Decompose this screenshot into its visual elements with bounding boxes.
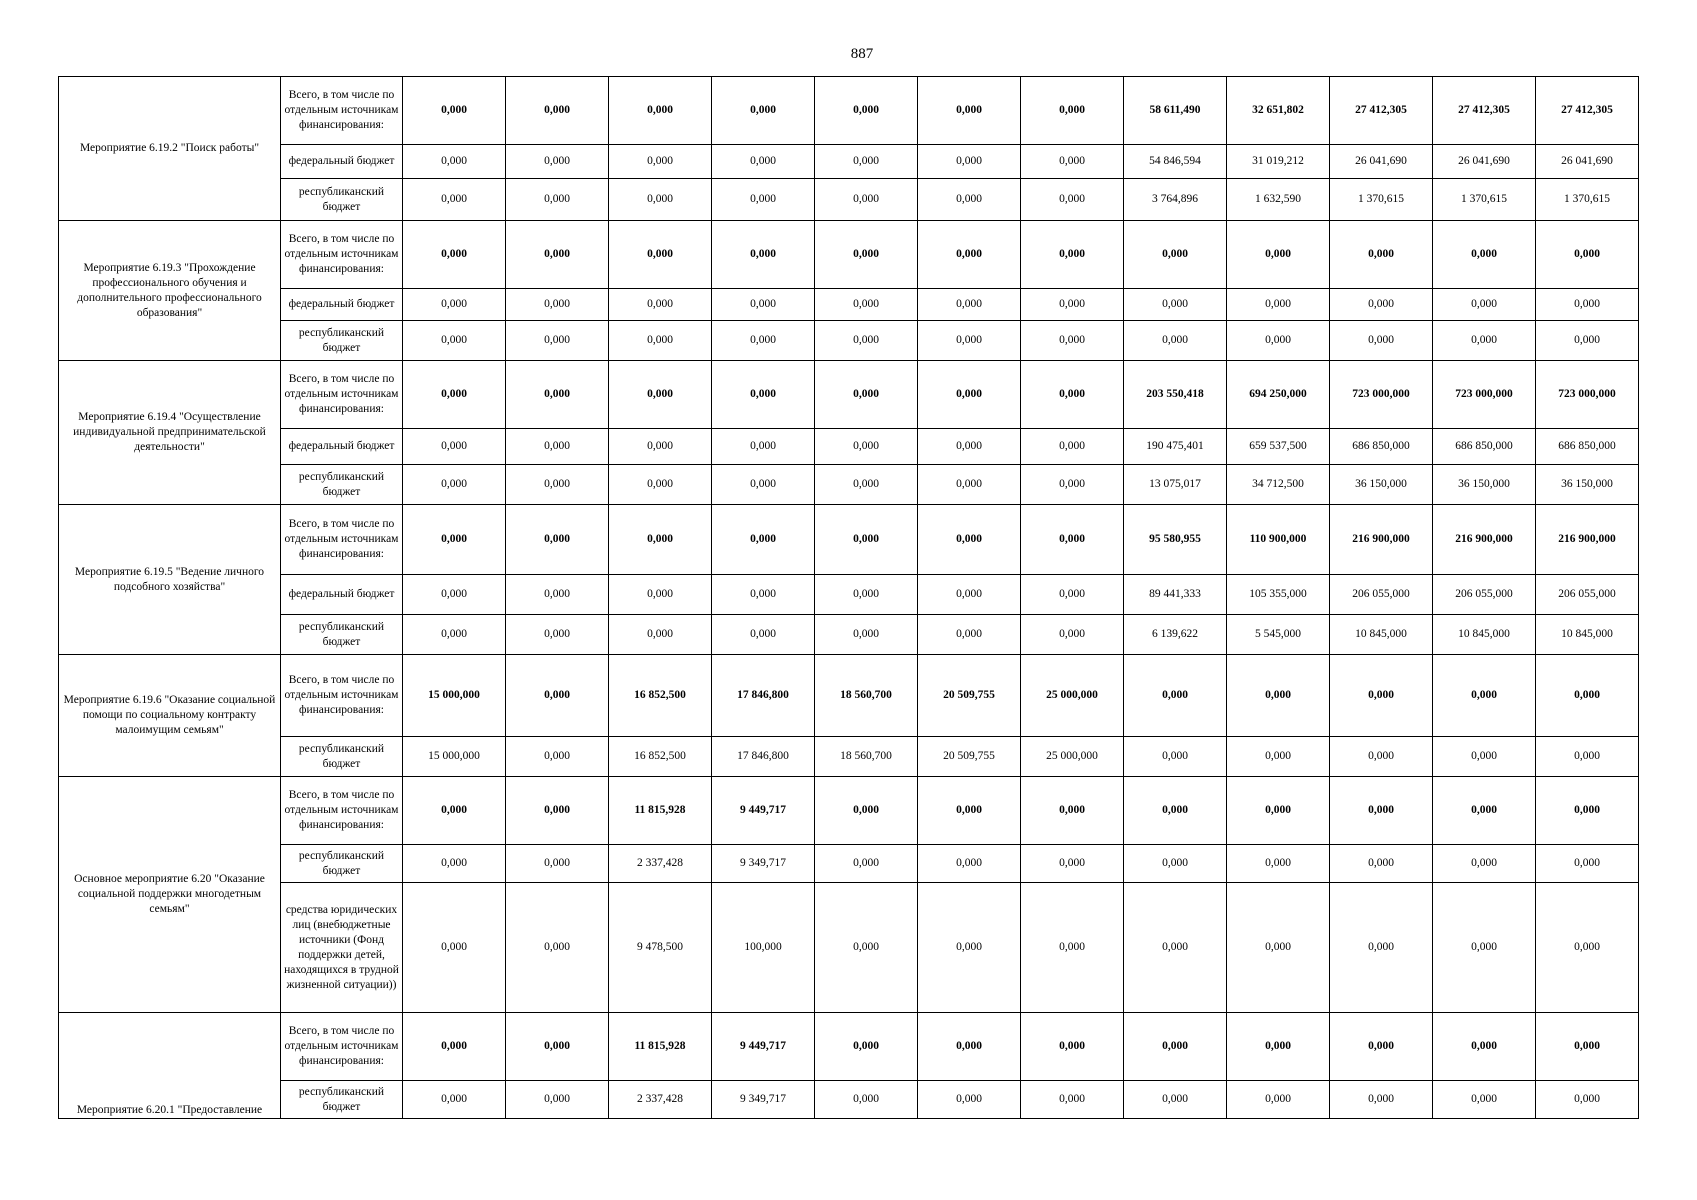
value-cell: 0,000 — [1330, 321, 1433, 361]
value-cell: 16 852,500 — [609, 655, 712, 737]
value-cell: 0,000 — [918, 429, 1021, 465]
value-cell: 0,000 — [506, 221, 609, 289]
value-cell: 0,000 — [1021, 615, 1124, 655]
value-cell: 0,000 — [1124, 221, 1227, 289]
value-cell: 0,000 — [1433, 845, 1536, 883]
value-cell: 27 412,305 — [1536, 77, 1639, 145]
value-cell: 0,000 — [1330, 1013, 1433, 1081]
value-cell: 0,000 — [1536, 221, 1639, 289]
value-cell: 11 815,928 — [609, 777, 712, 845]
value-cell: 0,000 — [1536, 655, 1639, 737]
value-cell: 0,000 — [1227, 221, 1330, 289]
value-cell: 0,000 — [403, 77, 506, 145]
value-cell: 0,000 — [1536, 1013, 1639, 1081]
value-cell: 0,000 — [1124, 777, 1227, 845]
value-cell: 0,000 — [609, 321, 712, 361]
value-cell: 31 019,212 — [1227, 145, 1330, 179]
value-cell: 206 055,000 — [1433, 575, 1536, 615]
table-row — [59, 289, 1639, 321]
value-cell: 18 560,700 — [815, 737, 918, 777]
value-cell: 10 845,000 — [1433, 615, 1536, 655]
value-cell: 0,000 — [506, 777, 609, 845]
table-row — [59, 615, 1639, 655]
value-cell: 0,000 — [1227, 845, 1330, 883]
value-cell: 0,000 — [506, 465, 609, 505]
activity-name-cell: Мероприятие 6.20.1 "Предоставление — [59, 1013, 281, 1119]
value-cell: 17 846,800 — [712, 655, 815, 737]
value-cell: 0,000 — [1021, 321, 1124, 361]
value-cell: 0,000 — [609, 179, 712, 221]
value-cell: 0,000 — [609, 145, 712, 179]
value-cell: 0,000 — [815, 465, 918, 505]
table-row — [59, 1081, 1639, 1119]
value-cell: 0,000 — [1021, 777, 1124, 845]
value-cell: 0,000 — [1227, 1081, 1330, 1119]
activity-name-cell: Основное мероприятие 6.20 "Оказание социальной поддержки многодетным семьям" — [59, 777, 281, 1013]
value-cell: 0,000 — [712, 465, 815, 505]
value-cell: 0,000 — [403, 1081, 506, 1119]
value-cell: 216 900,000 — [1433, 505, 1536, 575]
value-cell: 0,000 — [918, 465, 1021, 505]
value-cell: 0,000 — [609, 429, 712, 465]
value-cell: 0,000 — [1124, 1081, 1227, 1119]
value-cell: 0,000 — [1021, 883, 1124, 1013]
value-cell: 10 845,000 — [1536, 615, 1639, 655]
value-cell: 216 900,000 — [1536, 505, 1639, 575]
value-cell: 686 850,000 — [1536, 429, 1639, 465]
value-cell: 11 815,928 — [609, 1013, 712, 1081]
value-cell: 0,000 — [1021, 77, 1124, 145]
value-cell: 0,000 — [815, 429, 918, 465]
value-cell: 0,000 — [506, 429, 609, 465]
table-row — [59, 845, 1639, 883]
value-cell: 0,000 — [1227, 655, 1330, 737]
value-cell: 0,000 — [1021, 179, 1124, 221]
value-cell: 0,000 — [1330, 289, 1433, 321]
value-cell: 0,000 — [1227, 1013, 1330, 1081]
value-cell: 34 712,500 — [1227, 465, 1330, 505]
value-cell: 0,000 — [403, 321, 506, 361]
value-cell: 0,000 — [1021, 145, 1124, 179]
value-cell: 0,000 — [815, 145, 918, 179]
value-cell: 0,000 — [815, 77, 918, 145]
value-cell: 0,000 — [1330, 1081, 1433, 1119]
value-cell: 0,000 — [1330, 883, 1433, 1013]
table-row — [59, 77, 1639, 145]
activity-name-cell: Мероприятие 6.19.4 "Осуществление индивидуальной предпринимательской деятельности" — [59, 361, 281, 505]
value-cell: 0,000 — [506, 361, 609, 429]
value-cell: 0,000 — [1433, 1013, 1536, 1081]
funding-source-cell: республиканский бюджет — [281, 737, 403, 777]
value-cell: 0,000 — [815, 321, 918, 361]
value-cell: 13 075,017 — [1124, 465, 1227, 505]
value-cell: 0,000 — [815, 361, 918, 429]
value-cell: 0,000 — [506, 883, 609, 1013]
value-cell: 0,000 — [506, 1081, 609, 1119]
value-cell: 659 537,500 — [1227, 429, 1330, 465]
value-cell: 0,000 — [1433, 221, 1536, 289]
value-cell: 0,000 — [712, 77, 815, 145]
value-cell: 27 412,305 — [1433, 77, 1536, 145]
value-cell: 0,000 — [1227, 321, 1330, 361]
value-cell: 0,000 — [712, 615, 815, 655]
value-cell: 0,000 — [609, 77, 712, 145]
value-cell: 0,000 — [609, 505, 712, 575]
value-cell: 0,000 — [506, 77, 609, 145]
value-cell: 1 632,590 — [1227, 179, 1330, 221]
table-row — [59, 575, 1639, 615]
value-cell: 0,000 — [1227, 737, 1330, 777]
value-cell: 0,000 — [506, 505, 609, 575]
funding-source-cell: Всего, в том числе по отдельным источникам финансирования: — [281, 221, 403, 289]
value-cell: 0,000 — [712, 429, 815, 465]
value-cell: 20 509,755 — [918, 655, 1021, 737]
value-cell: 0,000 — [918, 289, 1021, 321]
value-cell: 190 475,401 — [1124, 429, 1227, 465]
value-cell: 0,000 — [403, 289, 506, 321]
value-cell: 0,000 — [1021, 465, 1124, 505]
table-row — [59, 429, 1639, 465]
value-cell: 32 651,802 — [1227, 77, 1330, 145]
value-cell: 206 055,000 — [1330, 575, 1433, 615]
value-cell: 10 845,000 — [1330, 615, 1433, 655]
table-row — [59, 505, 1639, 575]
financing-table — [58, 76, 1639, 1119]
value-cell: 0,000 — [815, 179, 918, 221]
value-cell: 0,000 — [1021, 221, 1124, 289]
value-cell: 0,000 — [1433, 883, 1536, 1013]
value-cell: 9 478,500 — [609, 883, 712, 1013]
value-cell: 0,000 — [1021, 361, 1124, 429]
value-cell: 0,000 — [712, 575, 815, 615]
value-cell: 0,000 — [1536, 777, 1639, 845]
value-cell: 0,000 — [918, 505, 1021, 575]
value-cell: 0,000 — [1021, 429, 1124, 465]
value-cell: 0,000 — [1330, 777, 1433, 845]
value-cell: 0,000 — [403, 179, 506, 221]
value-cell: 0,000 — [918, 1081, 1021, 1119]
value-cell: 26 041,690 — [1536, 145, 1639, 179]
value-cell: 0,000 — [609, 361, 712, 429]
value-cell: 0,000 — [712, 221, 815, 289]
value-cell: 0,000 — [1021, 1081, 1124, 1119]
table-row — [59, 737, 1639, 777]
value-cell: 0,000 — [712, 321, 815, 361]
activity-name-cell: Мероприятие 6.19.3 "Прохождение профессионального обучения и дополнительного профессионального образования" — [59, 221, 281, 361]
value-cell: 58 611,490 — [1124, 77, 1227, 145]
table-row — [59, 179, 1639, 221]
value-cell: 0,000 — [403, 777, 506, 845]
value-cell: 16 852,500 — [609, 737, 712, 777]
value-cell: 9 449,717 — [712, 777, 815, 845]
value-cell: 0,000 — [1021, 289, 1124, 321]
value-cell: 0,000 — [815, 575, 918, 615]
value-cell: 0,000 — [403, 361, 506, 429]
value-cell: 0,000 — [918, 883, 1021, 1013]
value-cell: 9 349,717 — [712, 845, 815, 883]
value-cell: 0,000 — [918, 777, 1021, 845]
value-cell: 0,000 — [1330, 221, 1433, 289]
table-row — [59, 655, 1639, 737]
value-cell: 0,000 — [506, 321, 609, 361]
value-cell: 0,000 — [815, 615, 918, 655]
value-cell: 0,000 — [1124, 1013, 1227, 1081]
funding-source-cell: Всего, в том числе по отдельным источникам финансирования: — [281, 1013, 403, 1081]
page-number: 887 — [850, 46, 874, 62]
value-cell: 0,000 — [815, 845, 918, 883]
funding-source-cell: Всего, в том числе по отдельным источникам финансирования: — [281, 777, 403, 845]
table-row — [59, 361, 1639, 429]
value-cell: 36 150,000 — [1536, 465, 1639, 505]
value-cell: 0,000 — [609, 289, 712, 321]
value-cell: 17 846,800 — [712, 737, 815, 777]
value-cell: 0,000 — [403, 145, 506, 179]
value-cell: 18 560,700 — [815, 655, 918, 737]
value-cell: 0,000 — [1433, 1081, 1536, 1119]
value-cell: 0,000 — [403, 429, 506, 465]
value-cell: 1 370,615 — [1536, 179, 1639, 221]
funding-source-cell: федеральный бюджет — [281, 289, 403, 321]
value-cell: 0,000 — [403, 575, 506, 615]
value-cell: 25 000,000 — [1021, 737, 1124, 777]
value-cell: 206 055,000 — [1536, 575, 1639, 615]
value-cell: 0,000 — [918, 321, 1021, 361]
value-cell: 27 412,305 — [1330, 77, 1433, 145]
value-cell: 0,000 — [918, 615, 1021, 655]
value-cell: 0,000 — [1330, 845, 1433, 883]
activity-name-cell: Мероприятие 6.19.5 "Ведение личного подсобного хозяйства" — [59, 505, 281, 655]
value-cell: 0,000 — [1124, 737, 1227, 777]
value-cell: 15 000,000 — [403, 655, 506, 737]
value-cell: 6 139,622 — [1124, 615, 1227, 655]
value-cell: 36 150,000 — [1433, 465, 1536, 505]
funding-source-cell: Всего, в том числе по отдельным источникам финансирования: — [281, 505, 403, 575]
value-cell: 20 509,755 — [918, 737, 1021, 777]
value-cell: 54 846,594 — [1124, 145, 1227, 179]
value-cell: 0,000 — [918, 361, 1021, 429]
value-cell: 15 000,000 — [403, 737, 506, 777]
table-row — [59, 221, 1639, 289]
value-cell: 723 000,000 — [1536, 361, 1639, 429]
value-cell: 0,000 — [609, 575, 712, 615]
value-cell: 0,000 — [712, 289, 815, 321]
value-cell: 0,000 — [815, 505, 918, 575]
value-cell: 0,000 — [1124, 883, 1227, 1013]
value-cell: 0,000 — [918, 145, 1021, 179]
value-cell: 0,000 — [1021, 505, 1124, 575]
value-cell: 0,000 — [1433, 321, 1536, 361]
value-cell: 0,000 — [609, 465, 712, 505]
value-cell: 89 441,333 — [1124, 575, 1227, 615]
value-cell: 0,000 — [1433, 777, 1536, 845]
value-cell: 0,000 — [1227, 777, 1330, 845]
funding-source-cell: федеральный бюджет — [281, 145, 403, 179]
value-cell: 0,000 — [506, 145, 609, 179]
table-body — [59, 77, 1639, 1119]
value-cell: 0,000 — [403, 845, 506, 883]
value-cell: 0,000 — [506, 615, 609, 655]
value-cell: 0,000 — [1021, 575, 1124, 615]
table-row — [59, 1013, 1639, 1081]
table-row — [59, 465, 1639, 505]
funding-source-cell: республиканский бюджет — [281, 179, 403, 221]
value-cell: 2 337,428 — [609, 845, 712, 883]
value-cell: 26 041,690 — [1330, 145, 1433, 179]
value-cell: 0,000 — [918, 845, 1021, 883]
value-cell: 686 850,000 — [1433, 429, 1536, 465]
value-cell: 0,000 — [1124, 845, 1227, 883]
value-cell: 25 000,000 — [1021, 655, 1124, 737]
value-cell: 0,000 — [506, 737, 609, 777]
value-cell: 9 449,717 — [712, 1013, 815, 1081]
value-cell: 1 370,615 — [1330, 179, 1433, 221]
value-cell: 0,000 — [918, 1013, 1021, 1081]
funding-source-cell: средства юридических лиц (внебюджетные источники (Фонд поддержки детей, находящихся в трудной жизненной ситуации)) — [281, 883, 403, 1013]
value-cell: 203 550,418 — [1124, 361, 1227, 429]
value-cell: 0,000 — [506, 1013, 609, 1081]
funding-source-cell: Всего, в том числе по отдельным источникам финансирования: — [281, 655, 403, 737]
value-cell: 0,000 — [815, 1081, 918, 1119]
value-cell: 0,000 — [918, 221, 1021, 289]
value-cell: 0,000 — [609, 615, 712, 655]
value-cell: 0,000 — [506, 179, 609, 221]
value-cell: 0,000 — [506, 655, 609, 737]
value-cell: 0,000 — [403, 465, 506, 505]
value-cell: 0,000 — [815, 289, 918, 321]
value-cell: 0,000 — [403, 221, 506, 289]
value-cell: 686 850,000 — [1330, 429, 1433, 465]
value-cell: 36 150,000 — [1330, 465, 1433, 505]
value-cell: 110 900,000 — [1227, 505, 1330, 575]
value-cell: 2 337,428 — [609, 1081, 712, 1119]
value-cell: 0,000 — [1021, 845, 1124, 883]
value-cell: 0,000 — [712, 179, 815, 221]
value-cell: 0,000 — [403, 505, 506, 575]
value-cell: 3 764,896 — [1124, 179, 1227, 221]
value-cell: 0,000 — [403, 1013, 506, 1081]
value-cell: 0,000 — [1330, 655, 1433, 737]
value-cell: 0,000 — [1330, 737, 1433, 777]
value-cell: 100,000 — [712, 883, 815, 1013]
value-cell: 0,000 — [918, 575, 1021, 615]
value-cell: 0,000 — [918, 179, 1021, 221]
value-cell: 216 900,000 — [1330, 505, 1433, 575]
value-cell: 95 580,955 — [1124, 505, 1227, 575]
value-cell: 0,000 — [1227, 289, 1330, 321]
value-cell: 0,000 — [1536, 737, 1639, 777]
value-cell: 0,000 — [1227, 883, 1330, 1013]
value-cell: 0,000 — [1433, 655, 1536, 737]
value-cell: 105 355,000 — [1227, 575, 1330, 615]
funding-source-cell: республиканский бюджет — [281, 845, 403, 883]
funding-source-cell: федеральный бюджет — [281, 429, 403, 465]
value-cell: 694 250,000 — [1227, 361, 1330, 429]
value-cell: 0,000 — [1536, 883, 1639, 1013]
table-row — [59, 883, 1639, 1013]
value-cell: 0,000 — [1021, 1013, 1124, 1081]
value-cell: 0,000 — [712, 145, 815, 179]
activity-name-cell: Мероприятие 6.19.6 "Оказание социальной помощи по социальному контракту малоимущим семьям" — [59, 655, 281, 777]
value-cell: 0,000 — [1433, 737, 1536, 777]
funding-source-cell: республиканский бюджет — [281, 615, 403, 655]
value-cell: 0,000 — [506, 289, 609, 321]
value-cell: 0,000 — [1124, 289, 1227, 321]
value-cell: 723 000,000 — [1330, 361, 1433, 429]
value-cell: 0,000 — [1124, 655, 1227, 737]
value-cell: 0,000 — [506, 575, 609, 615]
value-cell: 0,000 — [712, 361, 815, 429]
value-cell: 0,000 — [815, 777, 918, 845]
funding-source-cell: Всего, в том числе по отдельным источникам финансирования: — [281, 361, 403, 429]
value-cell: 0,000 — [918, 77, 1021, 145]
value-cell: 0,000 — [403, 615, 506, 655]
value-cell: 1 370,615 — [1433, 179, 1536, 221]
value-cell: 26 041,690 — [1433, 145, 1536, 179]
funding-source-cell: федеральный бюджет — [281, 575, 403, 615]
value-cell: 0,000 — [815, 221, 918, 289]
value-cell: 9 349,717 — [712, 1081, 815, 1119]
table-row — [59, 321, 1639, 361]
value-cell: 0,000 — [815, 1013, 918, 1081]
table-row — [59, 145, 1639, 179]
value-cell: 0,000 — [1536, 289, 1639, 321]
value-cell: 0,000 — [1536, 321, 1639, 361]
value-cell: 0,000 — [1124, 321, 1227, 361]
funding-source-cell: Всего, в том числе по отдельным источникам финансирования: — [281, 77, 403, 145]
value-cell: 0,000 — [1536, 845, 1639, 883]
value-cell: 723 000,000 — [1433, 361, 1536, 429]
value-cell: 0,000 — [609, 221, 712, 289]
value-cell: 5 545,000 — [1227, 615, 1330, 655]
table-row — [59, 777, 1639, 845]
value-cell: 0,000 — [712, 505, 815, 575]
value-cell: 0,000 — [1536, 1081, 1639, 1119]
funding-source-cell: республиканский бюджет — [281, 465, 403, 505]
value-cell: 0,000 — [815, 883, 918, 1013]
value-cell: 0,000 — [506, 845, 609, 883]
funding-source-cell: республиканский бюджет — [281, 321, 403, 361]
activity-name-cell: Мероприятие 6.19.2 "Поиск работы" — [59, 77, 281, 221]
value-cell: 0,000 — [1433, 289, 1536, 321]
value-cell: 0,000 — [403, 883, 506, 1013]
funding-source-cell: республиканский бюджет — [281, 1081, 403, 1119]
